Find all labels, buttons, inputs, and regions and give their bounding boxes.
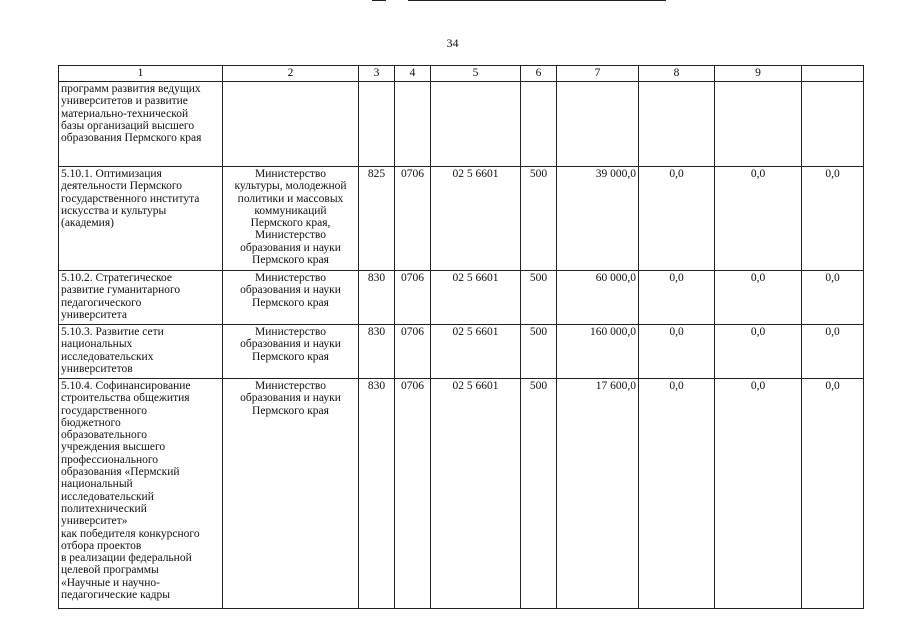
row-cell-9: 0,0 <box>715 167 802 271</box>
table-row <box>59 167 864 271</box>
row-cell-5 <box>431 82 521 167</box>
row-cell-3: 830 <box>359 379 395 609</box>
row-ministry-cell: Министерство культуры, молодежной политики и массовых коммуникаций Пермского края, Министерство образования и науки Пермского края <box>223 167 359 271</box>
row-name-cell: 5.10.3. Развитие сети национальных исследовательских университетов <box>59 325 223 379</box>
row-name-cell: программ развития ведущих университетов и развитие материально-технической базы организаций высшего образования Пермского края <box>59 82 223 167</box>
header-col-1: 1 <box>59 66 223 82</box>
row-cell-9: 0,0 <box>715 379 802 609</box>
row-cell-7: 160 000,0 <box>557 325 639 379</box>
row-cell-4: 0706 <box>395 167 431 271</box>
row-cell-9 <box>715 82 802 167</box>
header-col-6: 6 <box>521 66 557 82</box>
row-cell-6: 500 <box>521 271 557 325</box>
table-row <box>59 379 864 609</box>
row-cell-3 <box>359 82 395 167</box>
row-cell-4: 0706 <box>395 325 431 379</box>
row-cell-9: 0,0 <box>715 271 802 325</box>
header-col-8: 8 <box>639 66 715 82</box>
row-cell-7 <box>557 82 639 167</box>
row-cell-4: 0706 <box>395 379 431 609</box>
table-row <box>59 325 864 379</box>
row-cell-8: 0,0 <box>639 167 715 271</box>
row-cell-4 <box>395 82 431 167</box>
row-name-cell: 5.10.4. Софинансирование строительства общежития государственного бюджетного образовательного учреждения высшего профессионального образования «Пермский национальный исследовательский политехнический университет» как победителя конкурсного отбора проектов в реализации федеральной целевой программы «Научные и научно- педагогические кадры <box>59 379 223 609</box>
row-cell-3: 830 <box>359 325 395 379</box>
header-col-2: 2 <box>223 66 359 82</box>
row-ministry-cell: Министерство образования и науки Пермского края <box>223 271 359 325</box>
row-cell-7: 17 600,0 <box>557 379 639 609</box>
row-cell-10: 0,0 <box>802 271 864 325</box>
table-row <box>59 271 864 325</box>
header-col-5: 5 <box>431 66 521 82</box>
row-cell-7: 60 000,0 <box>557 271 639 325</box>
row-ministry-cell: Министерство образования и науки Пермского края <box>223 325 359 379</box>
row-cell-8 <box>639 82 715 167</box>
row-cell-10: 0,0 <box>802 379 864 609</box>
row-ministry-cell: Министерство образования и науки Пермского края <box>223 379 359 609</box>
row-cell-5: 02 5 6601 <box>431 271 521 325</box>
budget-table <box>58 65 864 609</box>
row-cell-6: 500 <box>521 167 557 271</box>
row-cell-6: 500 <box>521 379 557 609</box>
row-cell-6: 500 <box>521 325 557 379</box>
row-cell-8: 0,0 <box>639 271 715 325</box>
row-cell-10: 0,0 <box>802 167 864 271</box>
table-header-row <box>59 66 864 82</box>
row-cell-10 <box>802 82 864 167</box>
row-cell-5: 02 5 6601 <box>431 167 521 271</box>
page-number: 34 <box>446 36 459 50</box>
row-cell-8: 0,0 <box>639 325 715 379</box>
header-col-9: 9 <box>715 66 802 82</box>
header-col-10 <box>802 66 864 82</box>
row-cell-5: 02 5 6601 <box>431 379 521 609</box>
table-row <box>59 82 864 167</box>
row-cell-7: 39 000,0 <box>557 167 639 271</box>
row-cell-3: 825 <box>359 167 395 271</box>
row-cell-3: 830 <box>359 271 395 325</box>
header-col-7: 7 <box>557 66 639 82</box>
row-cell-4: 0706 <box>395 271 431 325</box>
row-cell-6 <box>521 82 557 167</box>
row-cell-5: 02 5 6601 <box>431 325 521 379</box>
row-ministry-cell <box>223 82 359 167</box>
row-name-cell: 5.10.2. Стратегическое развитие гуманитарного педагогического университета <box>59 271 223 325</box>
header-col-4: 4 <box>395 66 431 82</box>
top-border-line-right <box>408 0 666 1</box>
row-name-cell: 5.10.1. Оптимизация деятельности Пермского государственного института искусства и культуры (академия) <box>59 167 223 271</box>
row-cell-10: 0,0 <box>802 325 864 379</box>
row-cell-8: 0,0 <box>639 379 715 609</box>
header-col-3: 3 <box>359 66 395 82</box>
row-cell-9: 0,0 <box>715 325 802 379</box>
top-border-line-left <box>372 0 386 1</box>
